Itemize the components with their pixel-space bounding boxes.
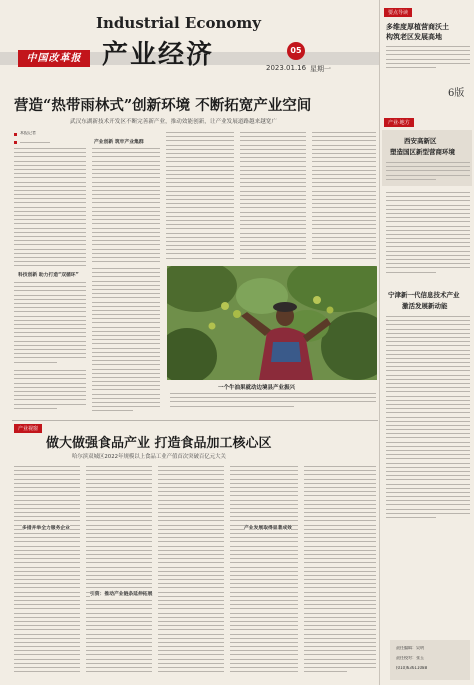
footer-proof: 责任校对：张玉 bbox=[396, 656, 424, 660]
box-body bbox=[386, 162, 470, 183]
lead-col-1 bbox=[14, 148, 86, 268]
bottom-col-1 bbox=[14, 466, 80, 680]
bottom-col-3 bbox=[158, 466, 224, 680]
lead-col-5 bbox=[312, 132, 376, 262]
sidebar-badge: 要点导读 bbox=[384, 8, 412, 17]
section-title-en: Industrial Economy bbox=[96, 14, 261, 32]
bottom-col-4 bbox=[230, 466, 298, 680]
lead-headline: 营造“热带雨林式”创新环境 不断拓宽产业空间 bbox=[14, 97, 312, 114]
lead-col-1b bbox=[14, 282, 86, 368]
bottom-section-label-3: 产业发展取得显著成效 bbox=[244, 526, 292, 531]
sidebar-story-1-body bbox=[386, 192, 470, 276]
sidebar-story-2-body bbox=[386, 316, 470, 521]
lead-col-4 bbox=[240, 132, 306, 262]
feature-photo bbox=[167, 266, 377, 380]
masthead bbox=[0, 0, 380, 88]
bottom-tag: 产业视窗 bbox=[14, 424, 42, 433]
lead-section-label-2: 科技创新 助力打造“双循环” bbox=[18, 273, 79, 278]
sidebar-tag: 产业·地方 bbox=[384, 118, 414, 127]
bottom-headline: 做大做强食品产业 打造食品加工核心区 bbox=[46, 436, 272, 451]
photo-illustration bbox=[167, 266, 377, 380]
story2-title-1: 宁津新一代信息技术产业 bbox=[388, 291, 460, 299]
lead-subhead: 武汉东湖新技术开发区不断完善新产业，推动效能创新，让产业发展道路越来越宽广 bbox=[70, 119, 277, 125]
page-number-badge: 05 bbox=[287, 42, 305, 60]
bottom-col-5 bbox=[304, 466, 376, 680]
box-title-1: 西安高新区 bbox=[404, 137, 437, 145]
lead-col-2 bbox=[92, 148, 160, 264]
sidebar bbox=[380, 0, 474, 685]
footer-code: (010)63611088 bbox=[396, 666, 428, 670]
footer-editor: 责任编辑：吴明 bbox=[396, 646, 424, 650]
story2-title-2: 激活发展新动能 bbox=[402, 302, 448, 310]
photo-caption-title: 一个牛油果就动边境县产业振兴 bbox=[218, 385, 296, 391]
teaser-title-1: 多维度厚植营商沃土 bbox=[386, 23, 449, 31]
photo-caption-body bbox=[170, 393, 376, 417]
teaser-page-ref: 6版 bbox=[448, 88, 465, 99]
issue-weekday: 星期一 bbox=[310, 65, 331, 73]
bottom-subhead: 哈尔滨双城区2022年规模以上食品工业产值首次突破百亿元大关 bbox=[72, 454, 226, 460]
bottom-col-2 bbox=[86, 466, 152, 680]
newspaper-logo: 中国改革报 bbox=[18, 50, 90, 67]
lead-col-2b bbox=[92, 268, 160, 418]
bottom-section-label-1: 多措并举全力服务企业 bbox=[22, 526, 70, 531]
teaser-body bbox=[386, 46, 470, 71]
lead-section-label-1: 产业创新 筑牢产业集群 bbox=[94, 140, 144, 145]
issue-date: 2023.01.16 bbox=[266, 64, 307, 72]
section-separator bbox=[12, 420, 378, 421]
bottom-section-label-2: 引资：推动产业链条延伸拓展 bbox=[90, 592, 153, 597]
box-title-2: 塑造国区新型营商环境 bbox=[390, 148, 455, 156]
lead-col-1c bbox=[14, 370, 86, 418]
lead-byline: 本报记者 bbox=[20, 131, 36, 135]
lead-col-3 bbox=[166, 132, 234, 262]
teaser-title-2: 构筑老区发展高地 bbox=[386, 33, 442, 41]
section-title-cn: 产业经济 bbox=[102, 40, 215, 70]
